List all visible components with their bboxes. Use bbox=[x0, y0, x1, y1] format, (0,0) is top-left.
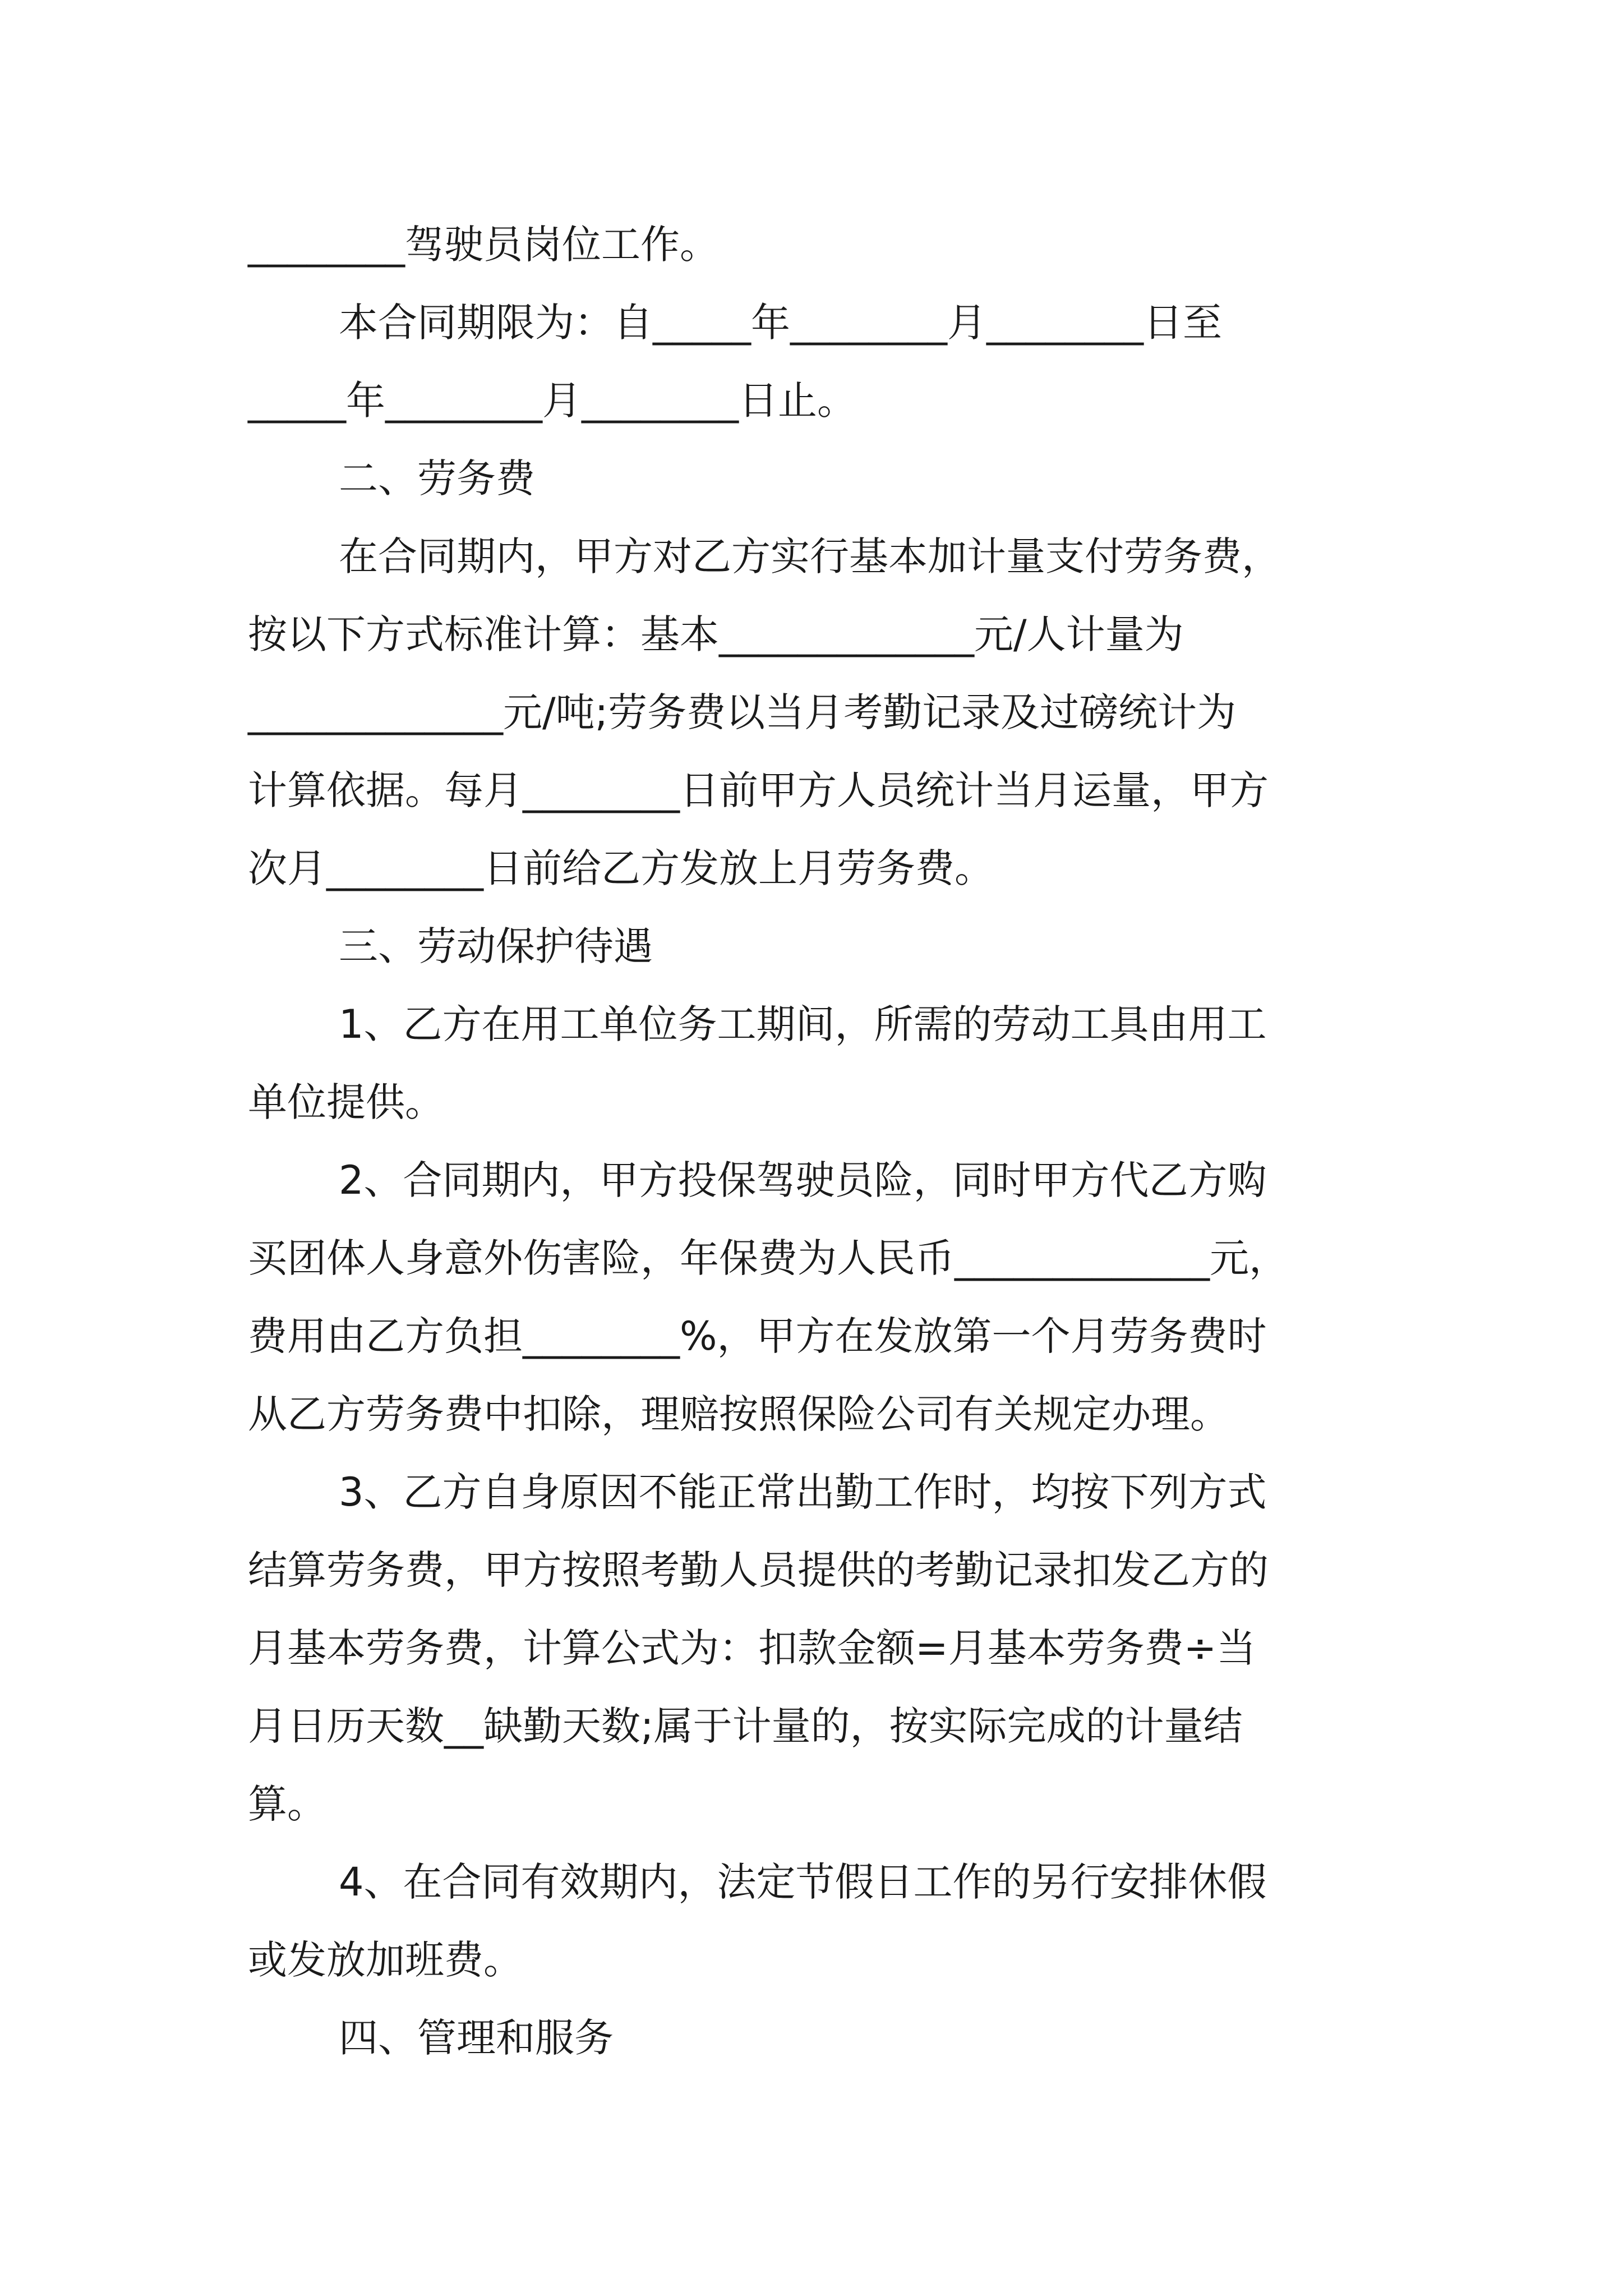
text-line: 算。 bbox=[248, 1781, 326, 1827]
section-heading: 二、劳务费 bbox=[339, 455, 535, 501]
section-heading: 四、管理和服务 bbox=[339, 2015, 614, 2061]
text-line: 在合同期内，甲方对乙方实行基本加计量支付劳务费， bbox=[339, 533, 1281, 579]
text-line: 3、乙方自身原因不能正常出勤工作时，均按下列方式 bbox=[339, 1469, 1267, 1515]
text-line: 单位提供。 bbox=[248, 1079, 444, 1125]
text-line: 本合同期限为：自_____年________月________日至 bbox=[339, 300, 1222, 346]
text-line: 2、合同期内，甲方投保驾驶员险，同时甲方代乙方购 bbox=[339, 1157, 1267, 1203]
text-line: 从乙方劳务费中扣除，理赔按照保险公司有关规定办理。 bbox=[248, 1391, 1229, 1437]
text-line: 次月________日前给乙方发放上月劳务费。 bbox=[248, 845, 994, 891]
text-line: 4、在合同有效期内，法定节假日工作的另行安排休假 bbox=[339, 1859, 1267, 1905]
text-line: 费用由乙方负担________%，甲方在发放第一个月劳务费时 bbox=[248, 1313, 1267, 1359]
text-line: 计算依据。每月________日前甲方人员统计当月运量，甲方 bbox=[248, 767, 1269, 813]
text-line: 月基本劳务费，计算公式为：扣款金额=月基本劳务费÷当 bbox=[248, 1625, 1256, 1671]
section-heading: 三、劳动保护待遇 bbox=[339, 923, 653, 969]
text-line: 买团体人身意外伤害险，年保费为人民币_____________元， bbox=[248, 1235, 1288, 1281]
text-line: 按以下方式标准计算：基本_____________元/人计量为 bbox=[248, 611, 1184, 657]
text-line: ________驾驶员岗位工作。 bbox=[248, 222, 719, 268]
text-line: 1、乙方在用工单位务工期间，所需的劳动工具由用工 bbox=[339, 1001, 1267, 1047]
text-line: 结算劳务费，甲方按照考勤人员提供的考勤记录扣发乙方的 bbox=[248, 1547, 1269, 1593]
text-line: _____________元/吨;劳务费以当月考勤记录及过磅统计为 bbox=[248, 689, 1237, 735]
text-line: 或发放加班费。 bbox=[248, 1937, 523, 1983]
text-line: _____年________月________日止。 bbox=[248, 378, 856, 424]
text-line: 月日历天数__缺勤天数;属于计量的，按实际完成的计量结 bbox=[248, 1703, 1243, 1749]
